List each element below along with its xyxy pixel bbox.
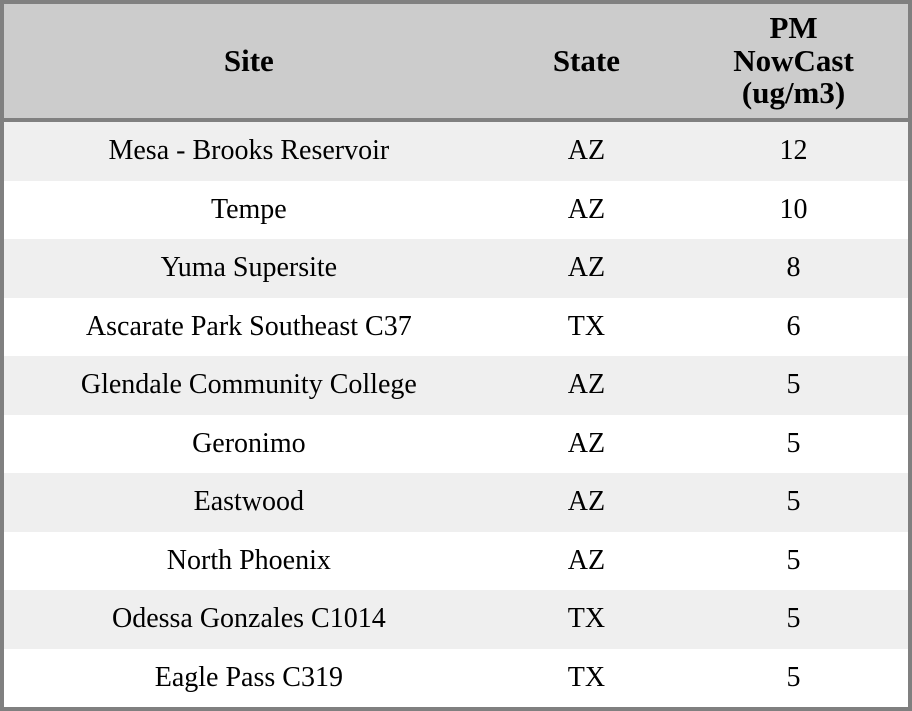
cell-state: AZ [494,120,679,181]
table-row [4,473,908,531]
column-header-pm-nowcast-line1: PM [769,10,818,45]
cell-state: AZ [494,181,679,239]
cell-state: AZ [494,356,679,414]
cell-pm-nowcast: 5 [679,473,908,531]
cell-pm-nowcast: 6 [679,298,908,356]
cell-site: Yuma Supersite [4,239,494,297]
table-row [4,120,908,181]
column-header-pm-nowcast [679,4,908,120]
cell-pm-nowcast: 5 [679,590,908,648]
cell-site: North Phoenix [4,532,494,590]
cell-pm-nowcast: 5 [679,532,908,590]
table-header-row [4,4,908,120]
table-row [4,181,908,239]
cell-pm-nowcast: 5 [679,415,908,473]
cell-site: Tempe [4,181,494,239]
cell-site: Odessa Gonzales C1014 [4,590,494,648]
table-row [4,298,908,356]
table-row [4,356,908,414]
table-row [4,239,908,297]
cell-state: AZ [494,473,679,531]
table-header [4,4,908,120]
cell-state: AZ [494,239,679,297]
cell-site: Eastwood [4,473,494,531]
cell-pm-nowcast: 10 [679,181,908,239]
cell-state: TX [494,590,679,648]
table-row [4,415,908,473]
column-header-pm-nowcast-line3: (ug/m3) [741,75,846,111]
cell-state: TX [494,298,679,356]
cell-site: Glendale Community College [4,356,494,414]
table-row [4,532,908,590]
air-quality-table [4,4,908,707]
cell-state: AZ [494,415,679,473]
cell-site: Ascarate Park Southeast C37 [4,298,494,356]
cell-pm-nowcast: 5 [679,356,908,414]
cell-pm-nowcast: 8 [679,239,908,297]
column-header-state: State [494,4,679,120]
column-header-site: Site [4,4,494,120]
cell-pm-nowcast: 12 [679,120,908,181]
cell-site: Eagle Pass C319 [4,649,494,707]
cell-site: Mesa - Brooks Reservoir [4,120,494,181]
table-row [4,590,908,648]
cell-state: AZ [494,532,679,590]
column-header-pm-nowcast-line2: NowCast [733,42,854,78]
table-row [4,649,908,707]
table-body [4,120,908,707]
cell-state: TX [494,649,679,707]
cell-pm-nowcast: 5 [679,649,908,707]
cell-site: Geronimo [4,415,494,473]
